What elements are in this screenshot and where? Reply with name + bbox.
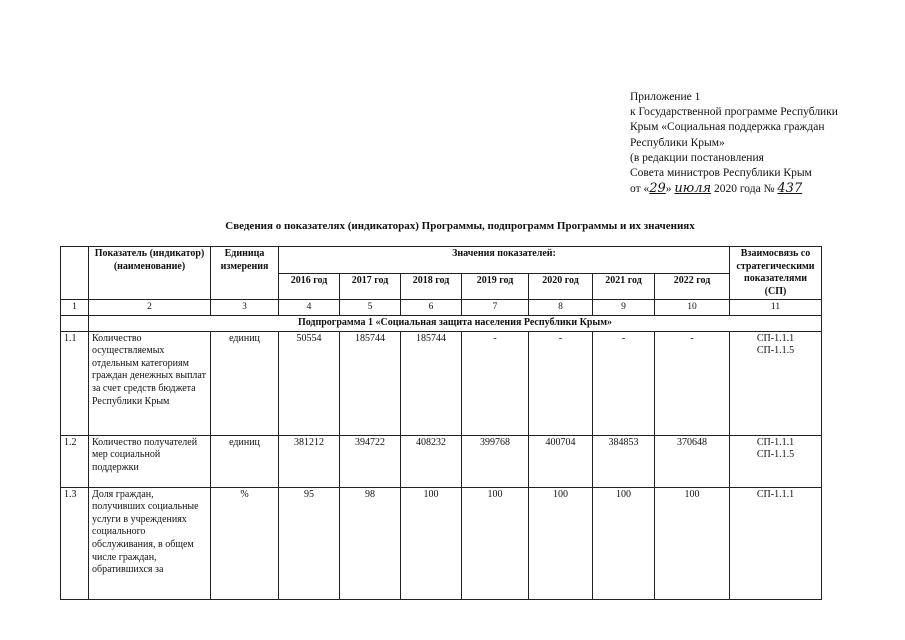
value-cell: 100 [529, 487, 593, 599]
header-year: 2016 год [279, 273, 340, 300]
header-year: 2019 год [462, 273, 529, 300]
annex-block [630, 90, 900, 197]
header-relation: Взаимосвязь со стратегическими показателями (СП) [730, 247, 822, 300]
column-number: 5 [340, 300, 401, 316]
header-year: 2020 год [529, 273, 593, 300]
column-number: 1 [61, 300, 89, 316]
sp-code: СП-1.1.5 [756, 449, 795, 461]
column-number: 11 [730, 300, 822, 316]
row-num: 1.3 [61, 487, 89, 599]
header-year: 2021 год [593, 273, 655, 300]
value-cell: 100 [655, 487, 730, 599]
column-number: 10 [655, 300, 730, 316]
date-mid: » [665, 183, 672, 196]
unit-cell: единиц [211, 331, 279, 435]
unit-cell: % [211, 487, 279, 599]
sp-cell [730, 487, 822, 599]
value-cell: 50554 [279, 331, 340, 435]
column-number: 8 [529, 300, 593, 316]
value-cell: 399768 [462, 435, 529, 487]
value-cell: 370648 [655, 435, 730, 487]
annex-line: (в редакции постановления [630, 151, 764, 164]
document-title: Сведения о показателях (индикаторах) Программы, подпрограмм Программы и их значениях [225, 220, 695, 232]
sp-code: СП-1.1.5 [756, 345, 795, 357]
indicators-table [60, 246, 822, 600]
annex-line: к Государственной программе Республики [630, 106, 838, 119]
annex-line: Республики Крым» [630, 136, 725, 149]
column-number: 4 [279, 300, 340, 316]
header-indicator: Показатель (индикатор) (наименование) [89, 247, 211, 300]
row-num: 1.2 [61, 435, 89, 487]
value-cell: - [655, 331, 730, 435]
value-cell: 394722 [340, 435, 401, 487]
value-cell: 100 [401, 487, 462, 599]
column-number: 7 [462, 300, 529, 316]
header-num [61, 247, 89, 300]
value-cell: 384853 [593, 435, 655, 487]
value-cell: 408232 [401, 435, 462, 487]
annex-line: Приложение 1 [630, 91, 701, 103]
header-year: 2017 год [340, 273, 401, 300]
value-cell: 95 [279, 487, 340, 599]
value-cell: 400704 [529, 435, 593, 487]
column-number: 2 [89, 300, 211, 316]
value-cell: 98 [340, 487, 401, 599]
date-prefix: от « [630, 183, 650, 196]
sp-cell [730, 435, 822, 487]
value-cell: - [462, 331, 529, 435]
table-row [61, 487, 822, 599]
header-values-group: Значения показателей: [279, 247, 730, 274]
indicator-name: Количество получателей мер социальной поддержки [89, 435, 211, 487]
header-year: 2022 год [655, 273, 730, 300]
annex-line: Крым «Социальная поддержка граждан [630, 121, 825, 134]
handwritten-day: 29 [649, 181, 666, 197]
indicator-name: Количество осуществляемых отдельным категориям граждан денежных выплат за счет средств бюджета Республики Крым [89, 331, 211, 435]
handwritten-month: июля [674, 181, 712, 197]
row-num: 1.1 [61, 331, 89, 435]
annex-date-line [630, 181, 900, 197]
table-row [61, 331, 822, 435]
sp-code: СП-1.1.1 [756, 332, 795, 344]
annex-line: Совета министров Республики Крым [630, 167, 812, 180]
unit-cell: единиц [211, 435, 279, 487]
date-year: 2020 года № [714, 183, 775, 196]
value-cell: 100 [593, 487, 655, 599]
value-cell: 185744 [401, 331, 462, 435]
value-cell: 100 [462, 487, 529, 599]
sp-cell [730, 331, 822, 435]
header-year: 2018 год [401, 273, 462, 300]
column-number: 9 [593, 300, 655, 316]
indicator-name: Доля граждан, получивших социальные услуги в учреждениях социального обслуживания, в общем числе граждан, обратившихся за [89, 487, 211, 599]
value-cell: - [529, 331, 593, 435]
handwritten-number: 437 [777, 181, 803, 197]
table-row [61, 435, 822, 487]
sp-code: СП-1.1.1 [756, 488, 795, 500]
subprogram-title: Подпрограмма 1 «Социальная защита населения Республики Крым» [89, 315, 822, 331]
subprogram-num-cell [61, 315, 89, 331]
value-cell: 381212 [279, 435, 340, 487]
value-cell: - [593, 331, 655, 435]
column-number: 3 [211, 300, 279, 316]
header-unit: Единица измерения [211, 247, 279, 300]
sp-code: СП-1.1.1 [756, 436, 795, 448]
column-number: 6 [401, 300, 462, 316]
value-cell: 185744 [340, 331, 401, 435]
